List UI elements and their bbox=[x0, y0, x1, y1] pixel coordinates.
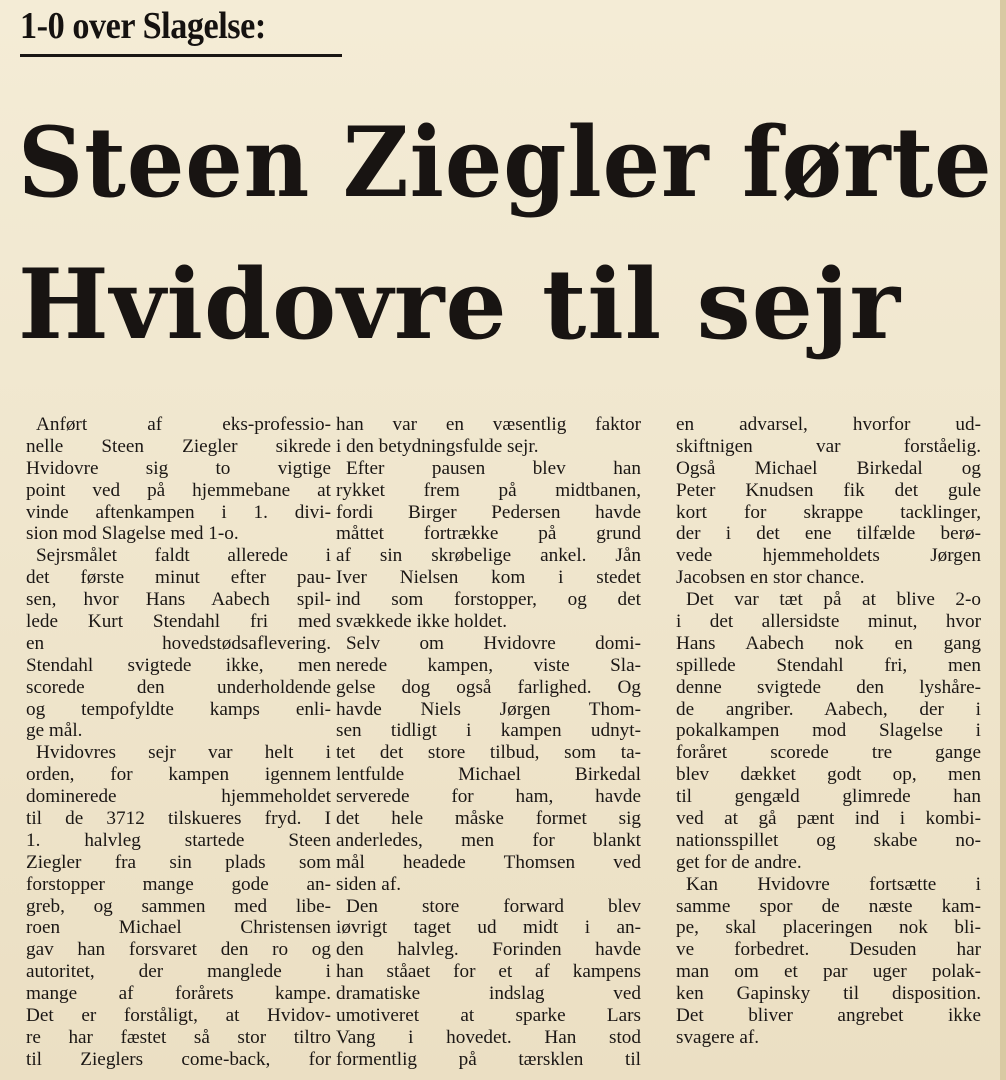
article-text-line: Stendahl svigtede ikke, men bbox=[26, 654, 331, 676]
article-text-line: ken Gapinsky til disposition. bbox=[676, 983, 981, 1005]
article-text-line: point ved på hjemmebane at bbox=[26, 479, 331, 501]
headline-line-1: Steen Ziegler førte bbox=[18, 106, 993, 219]
article-text-line: Selv om Hvidovre domi- bbox=[346, 632, 641, 654]
article-text-line: nelle Steen Ziegler sikrede bbox=[26, 435, 331, 457]
article-text-line: der i det ene tilfælde berø- bbox=[676, 523, 981, 545]
article-text-line: Kan Hvidovre fortsætte i bbox=[686, 873, 981, 895]
article-text-line: vede hjemmeholdets Jørgen bbox=[676, 545, 981, 567]
article-text-line: det hele måske formet sig bbox=[336, 808, 641, 830]
article-text-line: Peter Knudsen fik det gule bbox=[676, 479, 981, 501]
article-text-line: vinde aftenkampen i 1. divi- bbox=[26, 501, 331, 523]
article-text-line: det første minut efter pau- bbox=[26, 567, 331, 589]
article-text-line: pokalkampen mod Slagelse i bbox=[676, 720, 981, 742]
article-text-line: ved at gå pænt ind i kombi- bbox=[676, 808, 981, 830]
article-text-line: til de 3712 tilskueres fryd. I bbox=[26, 808, 331, 830]
article-text-line: denne svigtede den lyshåre- bbox=[676, 676, 981, 698]
headline-line-2: Hvidovre til sejr bbox=[18, 248, 902, 361]
article-text-line: Hvidovre sig to vigtige bbox=[26, 457, 331, 479]
article-text-line: pe, skal placeringen nok bli- bbox=[676, 917, 981, 939]
article-text-line: dominerede hjemmeholdet bbox=[26, 786, 331, 808]
article-text-line: Efter pausen blev han bbox=[346, 457, 641, 479]
article-text-line: greb, og sammen med libe- bbox=[26, 895, 331, 917]
article-text-line: iøvrigt taget ud midt i an- bbox=[336, 917, 641, 939]
article-text-line: mange af forårets kampe. bbox=[26, 983, 331, 1005]
article-text-line: get for de andre. bbox=[676, 851, 802, 873]
article-text-line: svagere af. bbox=[676, 1026, 760, 1048]
article-text-line: skiftnigen var forståelig. bbox=[676, 435, 981, 457]
article-column-3 bbox=[676, 414, 981, 1049]
article-text-line: i det allersidste minut, hvor bbox=[676, 611, 981, 633]
article-text-line: Det bliver angrebet ikke bbox=[676, 1005, 981, 1027]
article-text-line: roen Michael Christensen bbox=[26, 917, 331, 939]
article-text-line: Jacobsen en stor chance. bbox=[676, 567, 865, 589]
article-text-line: forstopper mange gode an- bbox=[26, 873, 331, 895]
article-text-line: Hans Aabech nok en gang bbox=[676, 632, 981, 654]
article-text-line: nerede kampen, viste Sla- bbox=[336, 654, 641, 676]
article-text-line: siden af. bbox=[336, 873, 402, 895]
article-text-line: dramatiske indslag ved bbox=[336, 983, 641, 1005]
article-text-line: Sejrsmålet faldt allerede i bbox=[36, 545, 331, 567]
article-text-line: sion mod Slagelse med 1-o. bbox=[26, 523, 239, 545]
article-text-line: lentfulde Michael Birkedal bbox=[336, 764, 641, 786]
article-text-line: samme spor de næste kam- bbox=[676, 895, 981, 917]
article-text-line: autoritet, der manglede i bbox=[26, 961, 331, 983]
article-text-line: serverede for ham, havde bbox=[336, 786, 641, 808]
clipping-edge bbox=[1000, 0, 1006, 1080]
kicker-underline bbox=[20, 54, 342, 57]
article-body bbox=[26, 414, 992, 1074]
article-column-2 bbox=[336, 414, 641, 1071]
article-text-line: havde Niels Jørgen Thom- bbox=[336, 698, 641, 720]
article-text-line: han var en væsentlig faktor bbox=[336, 414, 641, 435]
article-text-line: anderledes, men for blankt bbox=[336, 829, 641, 851]
article-text-line: Hvidovres sejr var helt i bbox=[36, 742, 331, 764]
article-text-line: mål headede Thomsen ved bbox=[336, 851, 641, 873]
article-text-line: i den betydningsfulde sejr. bbox=[336, 435, 539, 457]
article-text-line: blev dækket godt op, men bbox=[676, 764, 981, 786]
article-text-line: en hovedstødsaflevering. bbox=[26, 632, 331, 654]
article-text-line: til gengæld glimrede han bbox=[676, 786, 981, 808]
article-text-line: scorede den underholdende bbox=[26, 676, 331, 698]
article-text-line: ind som forstopper, og det bbox=[336, 589, 641, 611]
article-text-line: Også Michael Birkedal og bbox=[676, 457, 981, 479]
article-text-line: gelse dog også farlighed. Og bbox=[336, 676, 641, 698]
article-text-line: 1. halvleg startede Steen bbox=[26, 829, 331, 851]
article-text-line: de angriber. Aabech, der i bbox=[676, 698, 981, 720]
article-text-line: af sin skrøbelige ankel. Jån bbox=[336, 545, 641, 567]
article-text-line: Anført af eks-professio- bbox=[36, 414, 331, 435]
article-column-1 bbox=[26, 414, 331, 1071]
article-text-line: gav han forsvaret den ro og bbox=[26, 939, 331, 961]
article-text-line: kort for skrappe tacklinger, bbox=[676, 501, 981, 523]
article-text-line: foråret scorede tre gange bbox=[676, 742, 981, 764]
article-text-line: Det var tæt på at blive 2-o bbox=[686, 589, 981, 611]
article-text-line: og tempofyldte kamps enli- bbox=[26, 698, 331, 720]
article-text-line: Ziegler fra sin plads som bbox=[26, 851, 331, 873]
article-text-line: ve forbedret. Desuden har bbox=[676, 939, 981, 961]
article-text-line: den halvleg. Forinden havde bbox=[336, 939, 641, 961]
article-text-line: nationsspillet og skabe no- bbox=[676, 829, 981, 851]
kicker-heading: 1-0 over Slagelse: bbox=[20, 5, 266, 47]
article-text-line: Den store forward blev bbox=[346, 895, 641, 917]
article-text-line: Iver Nielsen kom i stedet bbox=[336, 567, 641, 589]
article-text-line: Det er forståligt, at Hvidov- bbox=[26, 1005, 331, 1027]
article-text-line: sen, hvor Hans Aabech spil- bbox=[26, 589, 331, 611]
article-text-line: man om et par uger polak- bbox=[676, 961, 981, 983]
article-text-line: umotiveret at sparke Lars bbox=[336, 1005, 641, 1027]
article-text-line: ge mål. bbox=[26, 720, 83, 742]
article-text-line: orden, for kampen igennem bbox=[26, 764, 331, 786]
article-text-line: formentlig på tærsklen til bbox=[336, 1048, 641, 1070]
article-text-line: re har fæstet så stor tiltro bbox=[26, 1026, 331, 1048]
article-text-line: sen tidligt i kampen udnyt- bbox=[336, 720, 641, 742]
article-text-line: Vang i hovedet. Han stod bbox=[336, 1026, 641, 1048]
article-text-line: måttet fortrække på grund bbox=[336, 523, 641, 545]
article-text-line: svækkede ikke holdet. bbox=[336, 611, 508, 633]
article-text-line: tet det store tilbud, som ta- bbox=[336, 742, 641, 764]
article-text-line: rykket frem på midtbanen, bbox=[336, 479, 641, 501]
article-text-line: lede Kurt Stendahl fri med bbox=[26, 611, 331, 633]
article-text-line: en advarsel, hvorfor ud- bbox=[676, 414, 981, 435]
article-text-line: fordi Birger Pedersen havde bbox=[336, 501, 641, 523]
article-text-line: til Zieglers come-back, for bbox=[26, 1048, 331, 1070]
article-text-line: han ståaet for et af kampens bbox=[336, 961, 641, 983]
article-text-line: spillede Stendahl fri, men bbox=[676, 654, 981, 676]
